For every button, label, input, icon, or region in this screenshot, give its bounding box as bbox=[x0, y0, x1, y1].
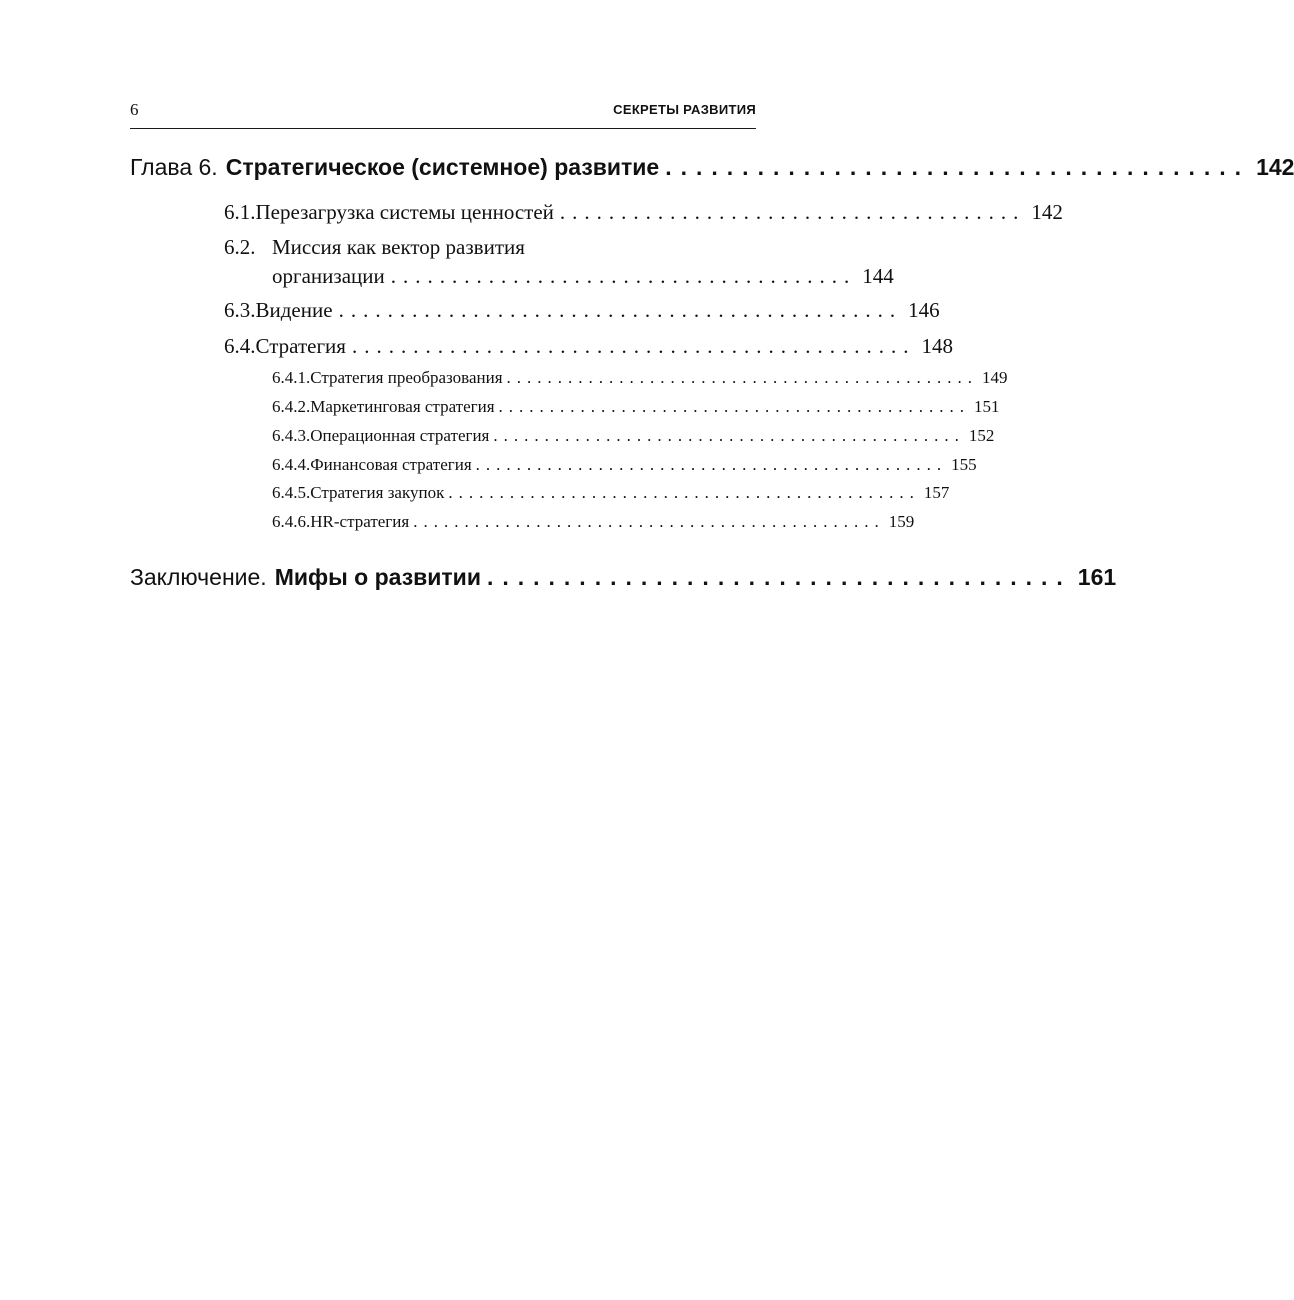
toc-entry-6-3[interactable] bbox=[224, 298, 940, 323]
page-ref: 155 bbox=[951, 455, 977, 474]
toc-entry-6-4-3[interactable] bbox=[272, 426, 995, 446]
page-ref: 151 bbox=[974, 397, 1000, 416]
subsection-title: HR-стратегия bbox=[310, 512, 410, 531]
dot-leader: .............................................. bbox=[413, 512, 885, 531]
dot-leader: .............................................. bbox=[475, 455, 948, 474]
dot-leader: .............................................. bbox=[493, 426, 965, 445]
page-ref: 148 bbox=[921, 334, 953, 358]
page-ref: 159 bbox=[888, 512, 915, 531]
toc-entry-6-4-5[interactable] bbox=[272, 483, 950, 503]
section-number: 6.1. bbox=[224, 200, 256, 224]
page-ref: 149 bbox=[982, 368, 1008, 387]
toc-entry-6-4-6[interactable] bbox=[272, 512, 915, 532]
running-title: СЕКРЕТЫ РАЗВИТИЯ bbox=[613, 102, 756, 117]
toc-entry-6-4[interactable] bbox=[224, 334, 953, 359]
conclusion-title: Мифы о развитии bbox=[274, 564, 481, 590]
subsection-number: 6.4.2. bbox=[272, 397, 311, 416]
subsection-title: Стратегия закупок bbox=[310, 483, 445, 502]
toc-entry-6-1[interactable] bbox=[224, 200, 1063, 225]
chapter-prefix: Глава 6. bbox=[130, 154, 218, 180]
dot-leader: ...................................... bbox=[486, 564, 1072, 590]
dot-leader: .............................................. bbox=[338, 298, 903, 322]
section-number: 6.3. bbox=[224, 298, 256, 322]
page-number: 6 bbox=[130, 100, 139, 119]
section-title-line1: Миссия как вектор развития bbox=[272, 235, 525, 259]
page-ref: 142 bbox=[1031, 200, 1063, 224]
subsection-number: 6.4.4. bbox=[272, 455, 311, 474]
section-title: Перезагрузка системы ценностей bbox=[255, 200, 554, 224]
subsection-title: Стратегия преобразования bbox=[310, 368, 503, 387]
subsection-number: 6.4.3. bbox=[272, 426, 311, 445]
subsection-title: Финансовая стратегия bbox=[310, 455, 472, 474]
page-ref: 157 bbox=[923, 483, 950, 502]
toc-entry-chapter-6[interactable] bbox=[130, 154, 1294, 181]
dot-leader: .............................................. bbox=[506, 368, 979, 387]
section-title: Видение bbox=[255, 298, 333, 322]
dot-leader: .............................................. bbox=[448, 483, 920, 502]
dot-leader: .............................................. bbox=[498, 397, 971, 416]
page-ref: 142 bbox=[1256, 154, 1294, 180]
page-ref: 161 bbox=[1077, 564, 1117, 590]
subsection-number: 6.4.5. bbox=[272, 483, 311, 502]
toc-entry-conclusion[interactable] bbox=[130, 564, 1117, 591]
section-title: Стратегия bbox=[255, 334, 346, 358]
page-ref: 144 bbox=[862, 264, 894, 288]
dot-leader: .............................................. bbox=[351, 334, 916, 358]
subsection-number: 6.4.1. bbox=[272, 368, 311, 387]
subsection-number: 6.4.6. bbox=[272, 512, 311, 531]
section-number: 6.2. bbox=[224, 235, 256, 259]
dot-leader: ...................................... bbox=[390, 264, 857, 288]
toc-entry-6-4-1[interactable] bbox=[272, 368, 1008, 388]
toc-entry-6-2[interactable] bbox=[224, 235, 894, 289]
chapter-title: Стратегическое (системное) развитие bbox=[225, 154, 660, 180]
toc-entry-6-4-4[interactable] bbox=[272, 455, 977, 475]
dot-leader: ...................................... bbox=[559, 200, 1026, 224]
page-ref: 146 bbox=[908, 298, 940, 322]
section-title-line2: организации bbox=[272, 264, 385, 288]
dot-leader: ...................................... bbox=[665, 154, 1251, 180]
conclusion-prefix: Заключение. bbox=[130, 564, 267, 590]
toc-entry-6-4-2[interactable] bbox=[272, 397, 1000, 417]
page-header bbox=[130, 96, 756, 129]
section-number: 6.4. bbox=[224, 334, 256, 358]
subsection-title: Операционная стратегия bbox=[310, 426, 490, 445]
page-ref: 152 bbox=[968, 426, 995, 445]
subsection-title: Маркетинговая стратегия bbox=[310, 397, 495, 416]
